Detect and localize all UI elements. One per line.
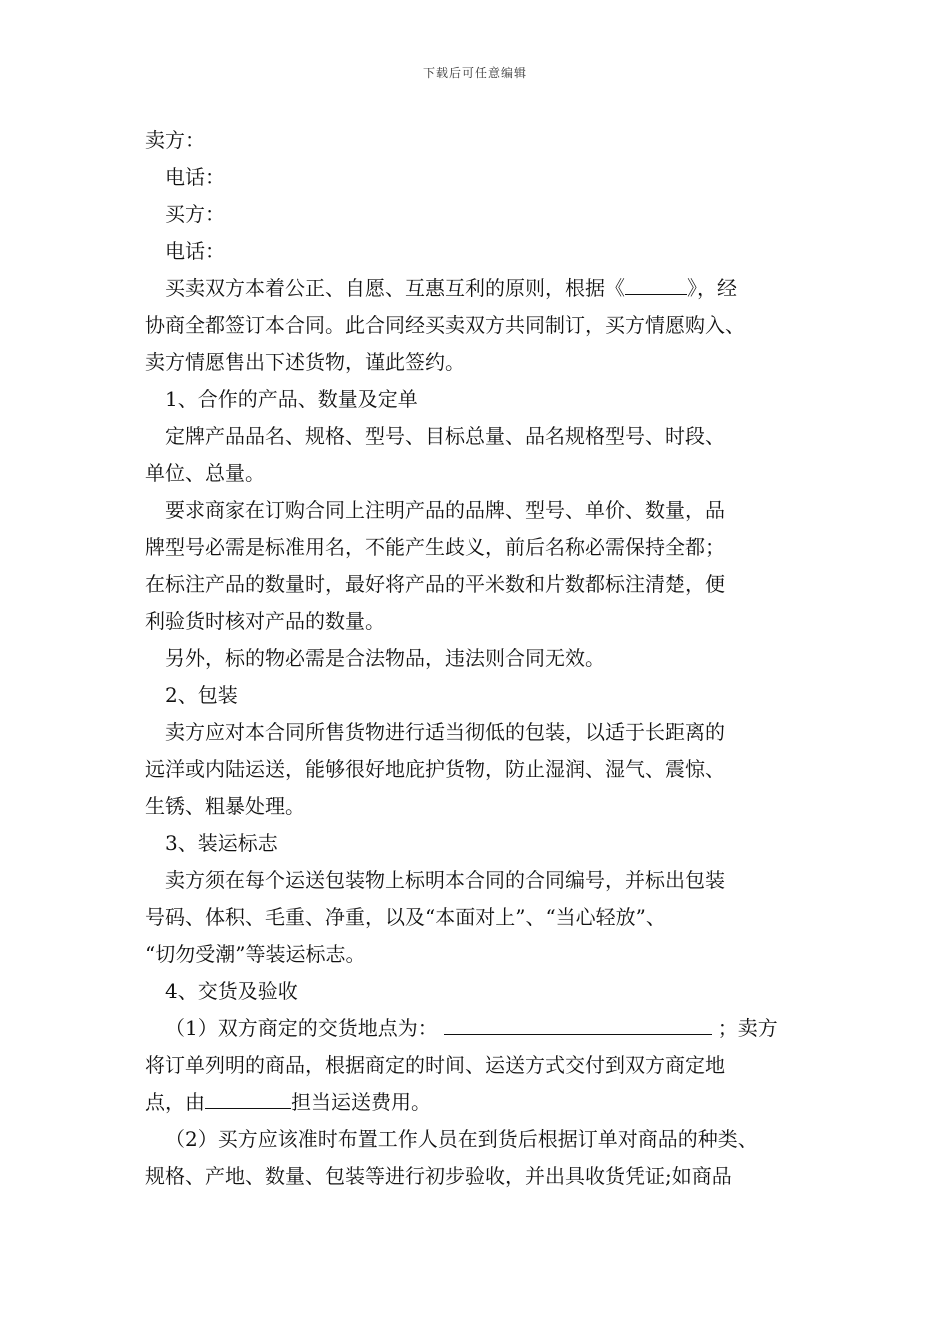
section-2-p1-line-1: 卖方应对本合同所售货物进行适当彻低的包装，以适于长距离的 <box>165 720 725 744</box>
buyer-label: 买方： <box>165 202 225 226</box>
section-1-p2-line-4: 利验货时核对产品的数量。 <box>145 609 385 633</box>
freight-suffix-text: 担当运送费用。 <box>291 1090 431 1114</box>
delivery-place-blank <box>444 1010 712 1035</box>
section-4-item-1-line-3 <box>145 1084 810 1121</box>
section-2-title: 2、包装 <box>165 683 238 707</box>
section-3-p1-line-3: “切勿受潮”等装运标志。 <box>145 942 366 966</box>
section-2-p1-line-2: 远洋或内陆运送，能够很好地庇护货物，防止湿润、湿气、震惊、 <box>145 757 725 781</box>
section-3-p1-line-2: 号码、体积、毛重、净重，以及“本面对上”、“当心轻放”、 <box>145 905 666 929</box>
section-4-item-1-line-2: 将订单列明的商品，根据商定的时间、运送方式交付到双方商定地 <box>145 1053 725 1077</box>
section-4-item-2-line-1: （2）买方应该准时布置工作人员在到货后根据订单对商品的种类、 <box>165 1127 758 1151</box>
section-3-title: 3、装运标志 <box>165 831 278 855</box>
intro-text-b: 》，经 <box>687 276 737 300</box>
section-3-p1-line-1: 卖方须在每个运送包装物上标明本合同的合同编号，并标出包装 <box>165 868 725 892</box>
section-1-title: 1、合作的产品、数量及定单 <box>165 387 418 411</box>
section-4-item-2-line-2: 规格、产地、数量、包装等进行初步验收，并出具收货凭证;如商品 <box>145 1164 732 1188</box>
seller-phone-label: 电话： <box>165 165 225 189</box>
page-header-note: 下载后可任意编辑 <box>422 66 527 80</box>
intro-text-a: 买卖双方本着公正、自愿、互惠互利的原则，根据《 <box>165 276 625 300</box>
section-1-p2-line-3: 在标注产品的数量时，最好将产品的平米数和片数都标注清楚，便 <box>145 572 725 596</box>
section-1-p1-line-2: 单位、总量。 <box>145 461 265 485</box>
section-1-p3: 另外，标的物必需是合法物品，违法则合同无效。 <box>165 646 605 670</box>
seller-suffix-text: ；卖方 <box>717 1016 778 1040</box>
section-1-p2-line-2: 牌型号必需是标准用名，不能产生歧义，前后名称必需保持全都； <box>145 535 725 559</box>
section-4-item-1-line-1 <box>145 1010 810 1047</box>
section-1-p2-line-1: 要求商家在订购合同上注明产品的品牌、型号、单价、数量，品 <box>165 498 725 522</box>
section-4-title: 4、交货及验收 <box>165 979 298 1003</box>
intro-line-3: 卖方情愿售出下述货物，谨此签约。 <box>145 350 465 374</box>
section-2-p1-line-3: 生锈、粗暴处理。 <box>145 794 305 818</box>
intro-line-1 <box>145 270 810 307</box>
intro-line-2: 协商全都签订本合同。此合同经买卖双方共同制订，买方情愿购入、 <box>145 313 745 337</box>
buyer-phone-label: 电话： <box>165 239 225 263</box>
seller-label: 卖方： <box>145 128 205 152</box>
section-1-p1-line-1: 定牌产品品名、规格、型号、目标总量、品名规格型号、时段、 <box>165 424 725 448</box>
delivery-place-text: （1）双方商定的交货地点为： <box>165 1016 438 1040</box>
law-name-blank <box>625 270 687 295</box>
contract-body <box>145 122 810 1195</box>
freight-prefix-text: 点，由 <box>145 1090 205 1114</box>
freight-payer-blank <box>205 1084 291 1109</box>
